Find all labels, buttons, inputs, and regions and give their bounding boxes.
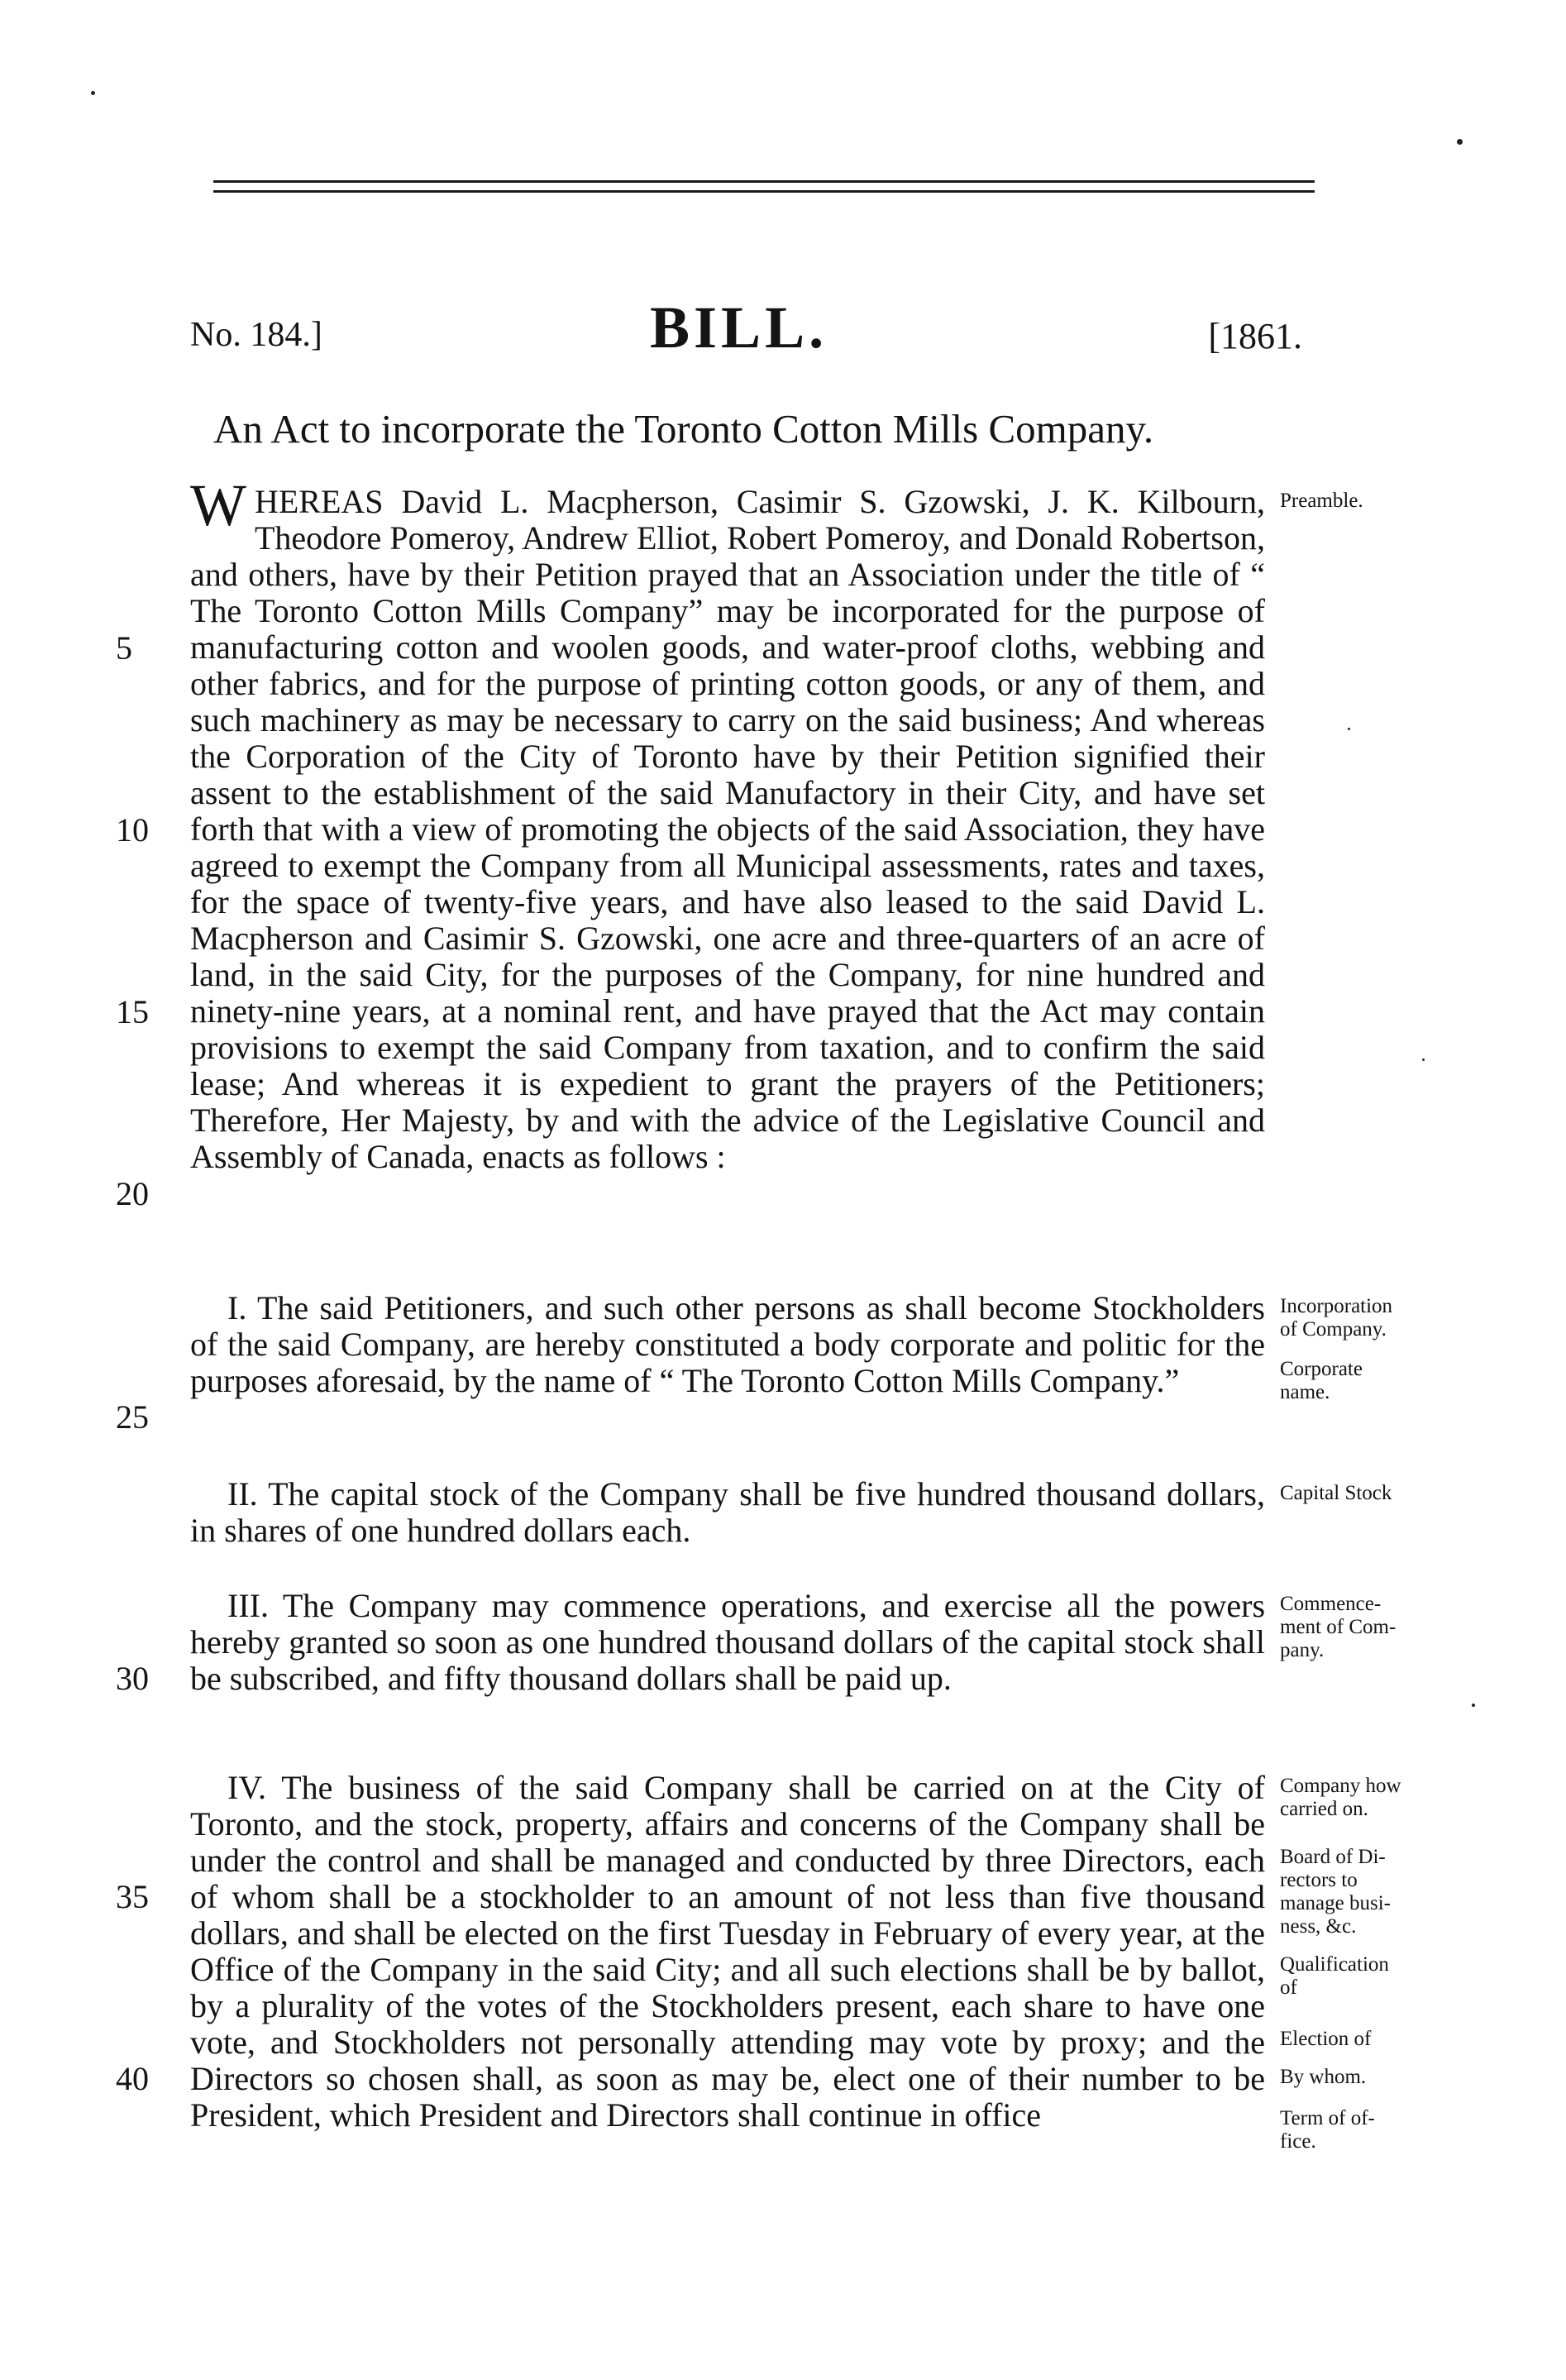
margin-note-text: of Company. [1280,1318,1387,1341]
margin-note-text: ment of Com- [1280,1616,1397,1638]
line-number: 25 [116,1398,149,1436]
scan-speck [1472,1704,1475,1707]
margin-note-text: rectors to [1280,1869,1358,1891]
margin-note-commencement [1280,1593,1553,1662]
preamble [190,472,1265,1175]
margin-note-preamble [1280,490,1553,513]
margin-note-capital-stock [1280,1482,1553,1505]
bill-header [190,294,1302,368]
section-number: I. [227,1289,247,1326]
line-number: 30 [116,1660,149,1697]
bill-year: [1861. [1208,316,1302,356]
scan-speck [1348,728,1350,730]
margin-note-by-whom [1280,2066,1553,2089]
scan-speck [91,91,95,95]
margin-note-text: Preamble. [1280,490,1363,512]
top-rule-lower [213,190,1315,193]
margin-note-text: name. [1280,1381,1330,1403]
margin-note-corporate-name [1280,1358,1553,1404]
margin-note-text: of [1280,1976,1297,1999]
section-1 [190,1290,1265,1399]
margin-note-text: Board of Di- [1280,1846,1386,1868]
margin-note-qualification [1280,1953,1553,2000]
line-number: 10 [116,811,149,848]
margin-note-board [1280,1846,1553,1938]
margin-note-text: manage busi- [1280,1892,1391,1914]
bill-title: BILL. [650,294,828,361]
section-paragraph [190,1476,1265,1549]
margin-note-text: carried on. [1280,1798,1368,1820]
margin-note-election [1280,2028,1553,2051]
section-number: II. [227,1475,258,1513]
section-2 [190,1476,1265,1549]
margin-note-text: Incorporation [1280,1295,1393,1317]
margin-note-text: Company how [1280,1775,1401,1797]
margin-note-text: Qualification [1280,1953,1389,1976]
margin-note-text: fice. [1280,2130,1316,2153]
margin-note-text: ness, &c. [1280,1915,1357,1938]
section-text: The Company may commence operations, and exercise all the powers hereby granted so soon as one hundred thousand dollars of the capital stock shall be subscribed, and fifty thousand dollars shall be paid up. [190,1587,1266,1697]
margin-note-text: Corporate [1280,1358,1363,1380]
margin-note-text: pany. [1280,1639,1325,1661]
dropcap: W [190,472,246,538]
margin-note-company-how [1280,1775,1553,1821]
section-paragraph [190,1588,1265,1697]
section-paragraph [190,1290,1265,1399]
section-number: III. [227,1587,269,1624]
section-paragraph [190,1770,1265,2134]
line-number: 20 [116,1175,149,1212]
margin-note-term [1280,2107,1553,2153]
bill-number: No. 184.] [190,316,322,354]
act-title: An Act to incorporate the Toronto Cotton Mills Company. [213,406,1154,452]
top-rule-upper [213,180,1315,183]
section-text: The capital stock of the Company shall be five hundred thousand dollars, in shares of one hundred dollars each. [190,1475,1265,1549]
preamble-paragraph [190,472,1265,1175]
preamble-text: HEREAS David L. Macpherson, Casimir S. Gzowski, J. K. Kilbourn, Theodore Pomeroy, Andrew Elliot, Robert Pomeroy, and Donald Robertson, and others, have by their Petition prayed that an Association under the title of “ The Toronto Cotton Mills Company” may be incorporated for the purpose of manufacturing cotton and woolen goods, and water-proof cloths, webbing and other fabrics, and for the purpose of printing cotton goods, or any of them, and such machinery as may be necessary to carry on the said business; And whereas the Corporation of the City of Toronto have by their Petition signified their assent to the establishment of the said Manufactory in their City, and have set forth that with a view of promoting the objects of the said Association, they have agreed to exempt the Company from all Municipal assessments, rates and taxes, for the space of twenty-five years, and have also leased to the said David L. Macpherson and Casimir S. Gzowski, one acre and three-quarters of an acre of land, in the said City, for the purposes of the Company, for nine hundred and ninety-nine years, at a nominal rent, and have prayed that the Act may contain provisions to exempt the said Company from taxation, and to confirm the said lease; And whereas it is expedient to grant the prayers of the Petitioners; Therefore, Her Majesty, by and with the advice of the Legislative Council and Assembly of Canada, enacts as follows : [190,483,1265,1175]
margin-note-text: Capital Stock [1280,1482,1392,1504]
margin-note-text: Commence- [1280,1593,1382,1615]
section-text: The said Petitioners, and such other persons as shall become Stockholders of the said Company, are hereby constituted a body corporate and politic for the purposes aforesaid, by the name of “ The Toronto Cotton Mills Company.” [190,1289,1265,1399]
scan-speck [1422,1059,1425,1061]
line-number: 15 [116,993,149,1030]
line-number: 35 [116,1878,149,1915]
section-3 [190,1588,1265,1697]
scan-speck [1457,139,1463,145]
margin-note-text: Term of of- [1280,2107,1375,2129]
section-text: The business of the said Company shall be carried on at the City of Toronto, and the stock, property, affairs and concerns of the Company shall be under the control and shall be managed and conducted by three Directors, each of whom shall be a stockholder to an amount of not less than five thousand dollars, and shall be elected on the first Tuesday in February of every year, at the Office of the Company in the said City; and all such elections shall be by ballot, by a plurality of the votes of the Stockholders present, each share to have one vote, and Stockholders not personally attending may vote by proxy; and the Directors so chosen shall, as soon as may be, elect one of their number to be President, which President and Directors shall continue in office [190,1769,1265,2134]
margin-note-text: Election of [1280,2028,1372,2050]
line-number: 40 [116,2060,149,2097]
margin-note-text: By whom. [1280,2066,1367,2088]
section-4 [190,1770,1265,2134]
margin-note-incorporation [1280,1295,1553,1341]
line-number: 5 [116,629,132,667]
section-number: IV. [227,1769,267,1806]
